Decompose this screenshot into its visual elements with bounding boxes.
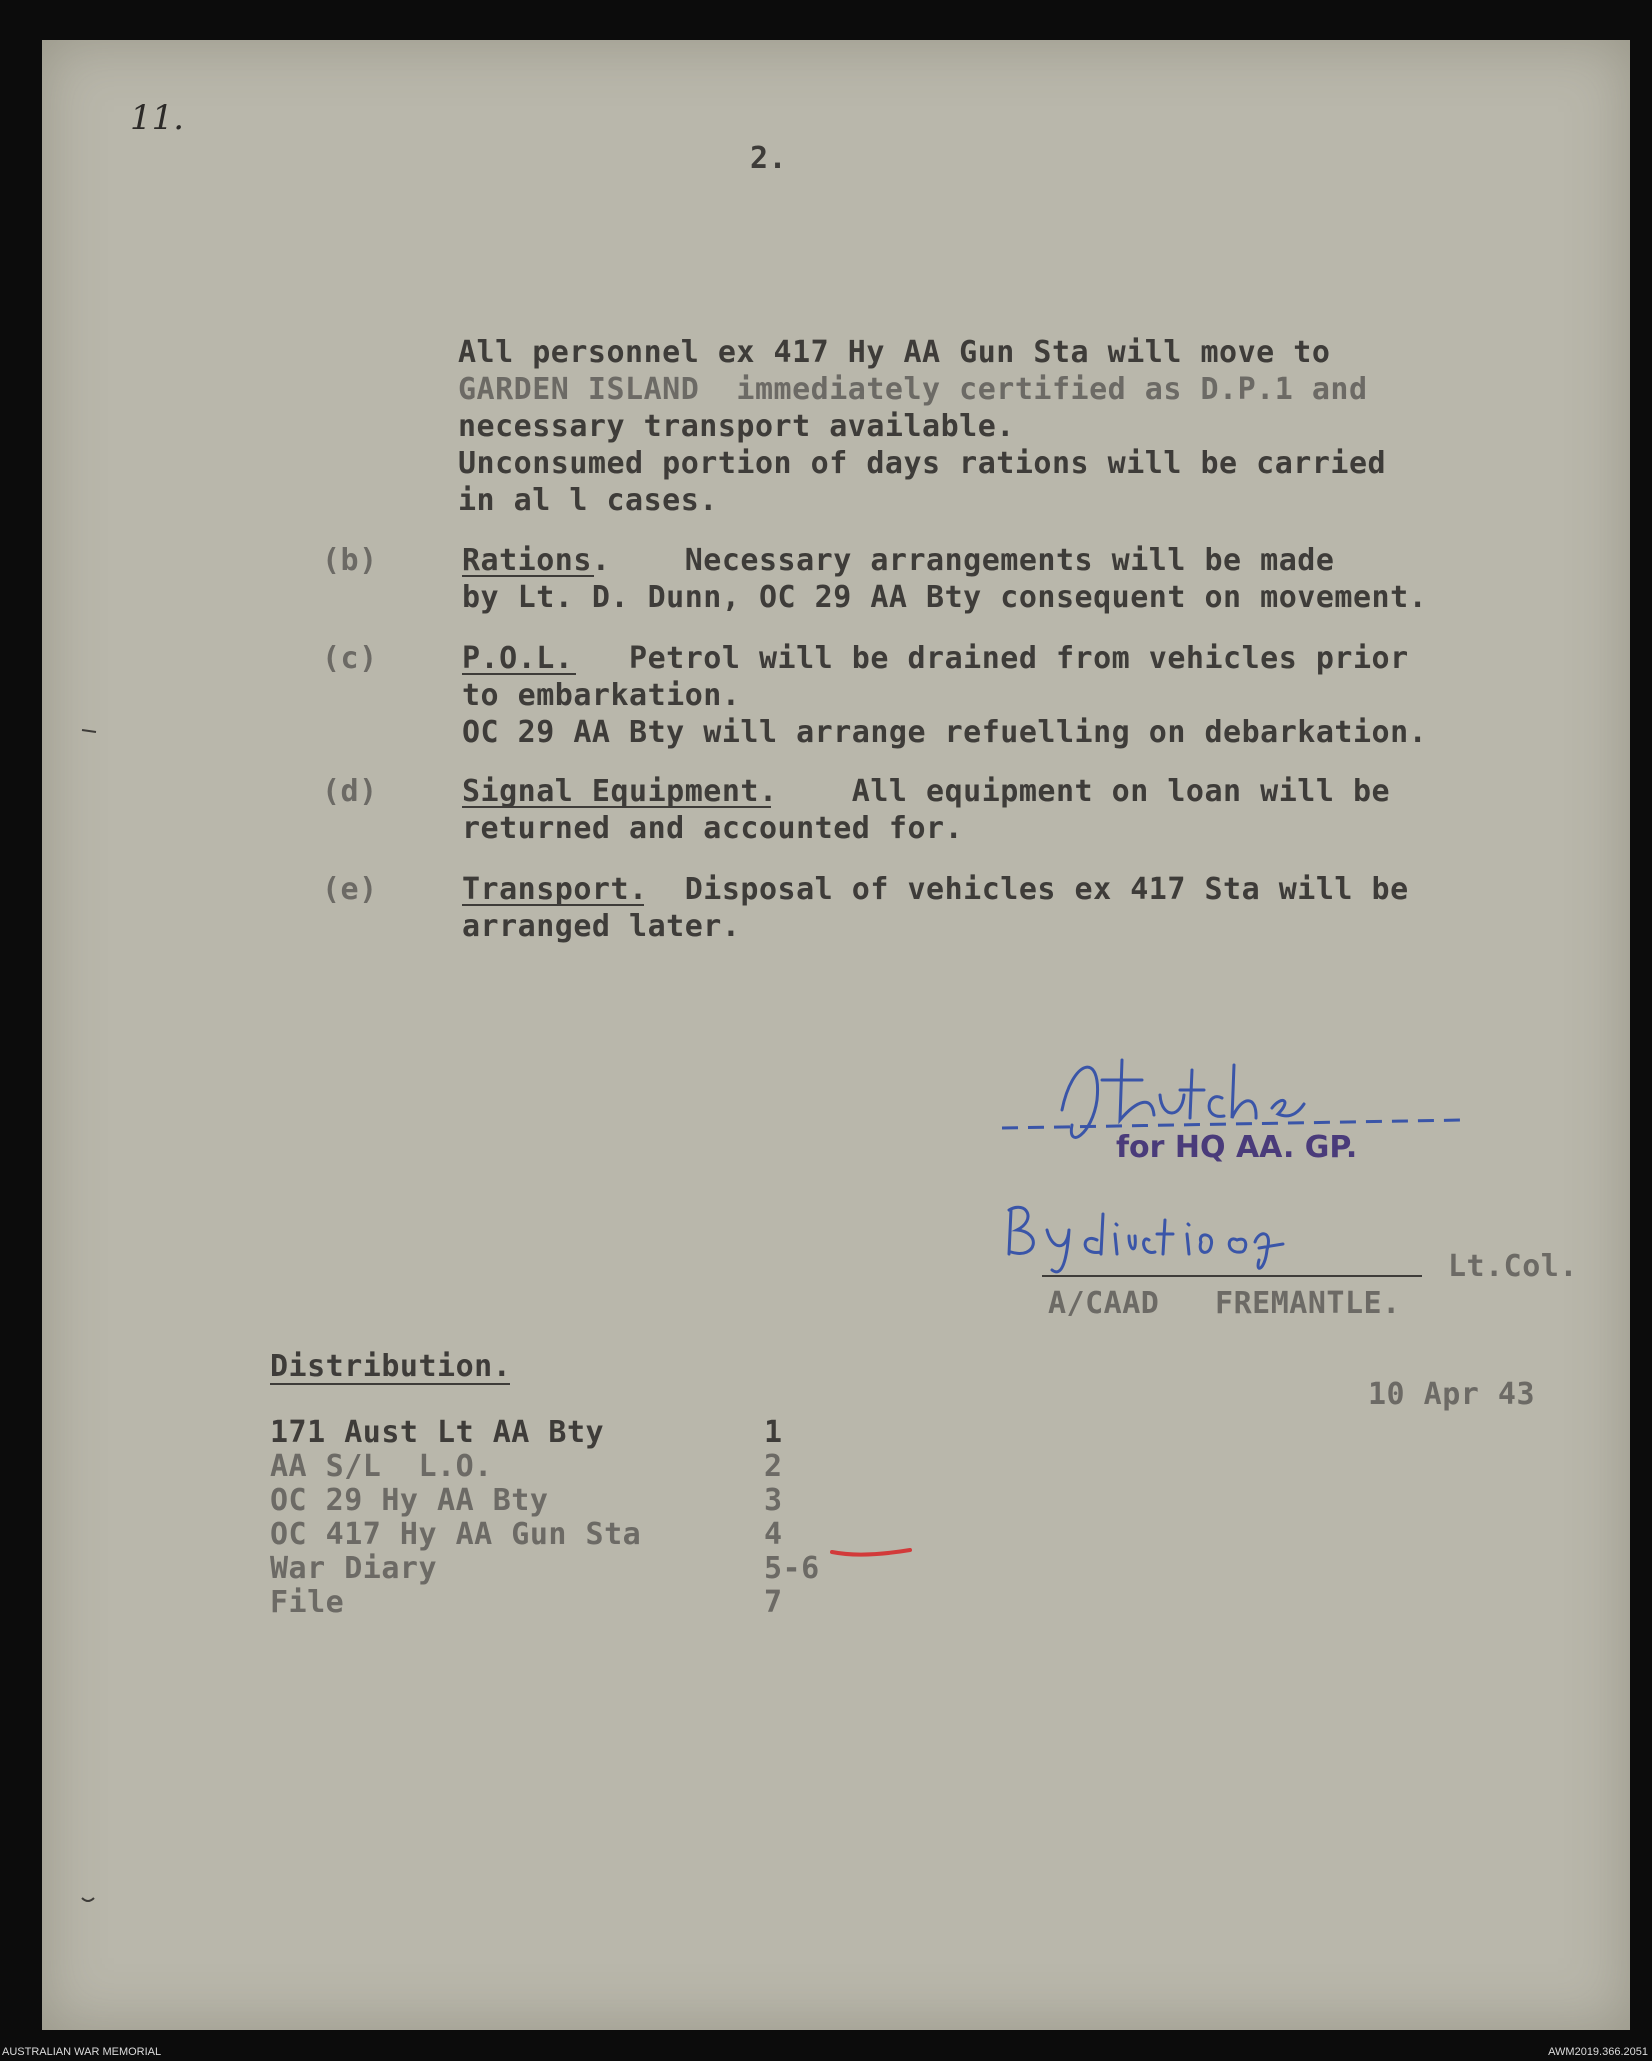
unit-stamp: for HQ AA. GP. — [1116, 1130, 1358, 1165]
scuff-mark — [82, 1898, 94, 1901]
corner-handwritten-mark: 11. — [130, 98, 185, 138]
distribution-copy: 5-6 — [764, 1551, 820, 1586]
intro-line: GARDEN ISLAND immediately certified as D.P.1 and — [458, 372, 1368, 407]
item-line: Rations. Necessary arrangements will be made — [462, 543, 1335, 578]
distribution-copy: 1 — [764, 1415, 783, 1450]
item-line: by Lt. D. Dunn, OC 29 AA Bty consequent on movement. — [462, 580, 1428, 615]
item-line: OC 29 AA Bty will arrange refuelling on debarkation. — [462, 715, 1428, 750]
item-letter: (e) — [322, 872, 378, 907]
distribution-copy: 3 — [764, 1483, 783, 1518]
distribution-recipient: 171 Aust Lt AA Bty — [270, 1415, 605, 1450]
intro-line: necessary transport available. — [458, 409, 1015, 444]
signatory-title: A/CAAD FREMANTLE. — [1048, 1286, 1401, 1321]
distribution-recipient: OC 417 Hy AA Gun Sta — [270, 1517, 642, 1552]
distribution-copy: 4 — [764, 1517, 783, 1552]
item-line: Transport. Disposal of vehicles ex 417 Sta will be — [462, 872, 1409, 907]
handwritten-signature-2 — [997, 1190, 1357, 1280]
document-date: 10 Apr 43 — [1368, 1377, 1536, 1412]
page-number: 2. — [750, 141, 788, 176]
footer-record-id: AWM2019.366.2051 — [1548, 2046, 1648, 2058]
footer-archive-name: AUSTRALIAN WAR MEMORIAL — [2, 2046, 162, 2058]
item-letter: (b) — [322, 543, 378, 578]
item-line: to embarkation. — [462, 678, 741, 713]
distribution-recipient: War Diary — [270, 1551, 438, 1586]
distribution-heading: Distribution. — [270, 1349, 512, 1384]
distribution-copy: 7 — [764, 1585, 783, 1620]
intro-line: in al l cases. — [458, 483, 718, 518]
red-pencil-mark — [832, 1550, 910, 1555]
item-letter: (d) — [322, 774, 378, 809]
distribution-recipient: OC 29 Hy AA Bty — [270, 1483, 549, 1518]
item-line: arranged later. — [462, 909, 741, 944]
item-line: Signal Equipment. All equipment on loan will be — [462, 774, 1391, 809]
rank-label: Lt.Col. — [1448, 1249, 1578, 1284]
item-letter: (c) — [322, 641, 378, 676]
intro-line: Unconsumed portion of days rations will be carried — [458, 446, 1387, 481]
item-line: P.O.L. Petrol will be drained from vehicles prior — [462, 641, 1409, 676]
intro-line: All personnel ex 417 Hy AA Gun Sta will move to — [458, 335, 1331, 370]
distribution-recipient: File — [270, 1585, 345, 1620]
distribution-recipient: AA S/L L.O. — [270, 1449, 493, 1484]
distribution-copy: 2 — [764, 1449, 783, 1484]
scuff-mark — [82, 730, 96, 732]
document-page — [42, 40, 1630, 2030]
item-line: returned and accounted for. — [462, 811, 964, 846]
